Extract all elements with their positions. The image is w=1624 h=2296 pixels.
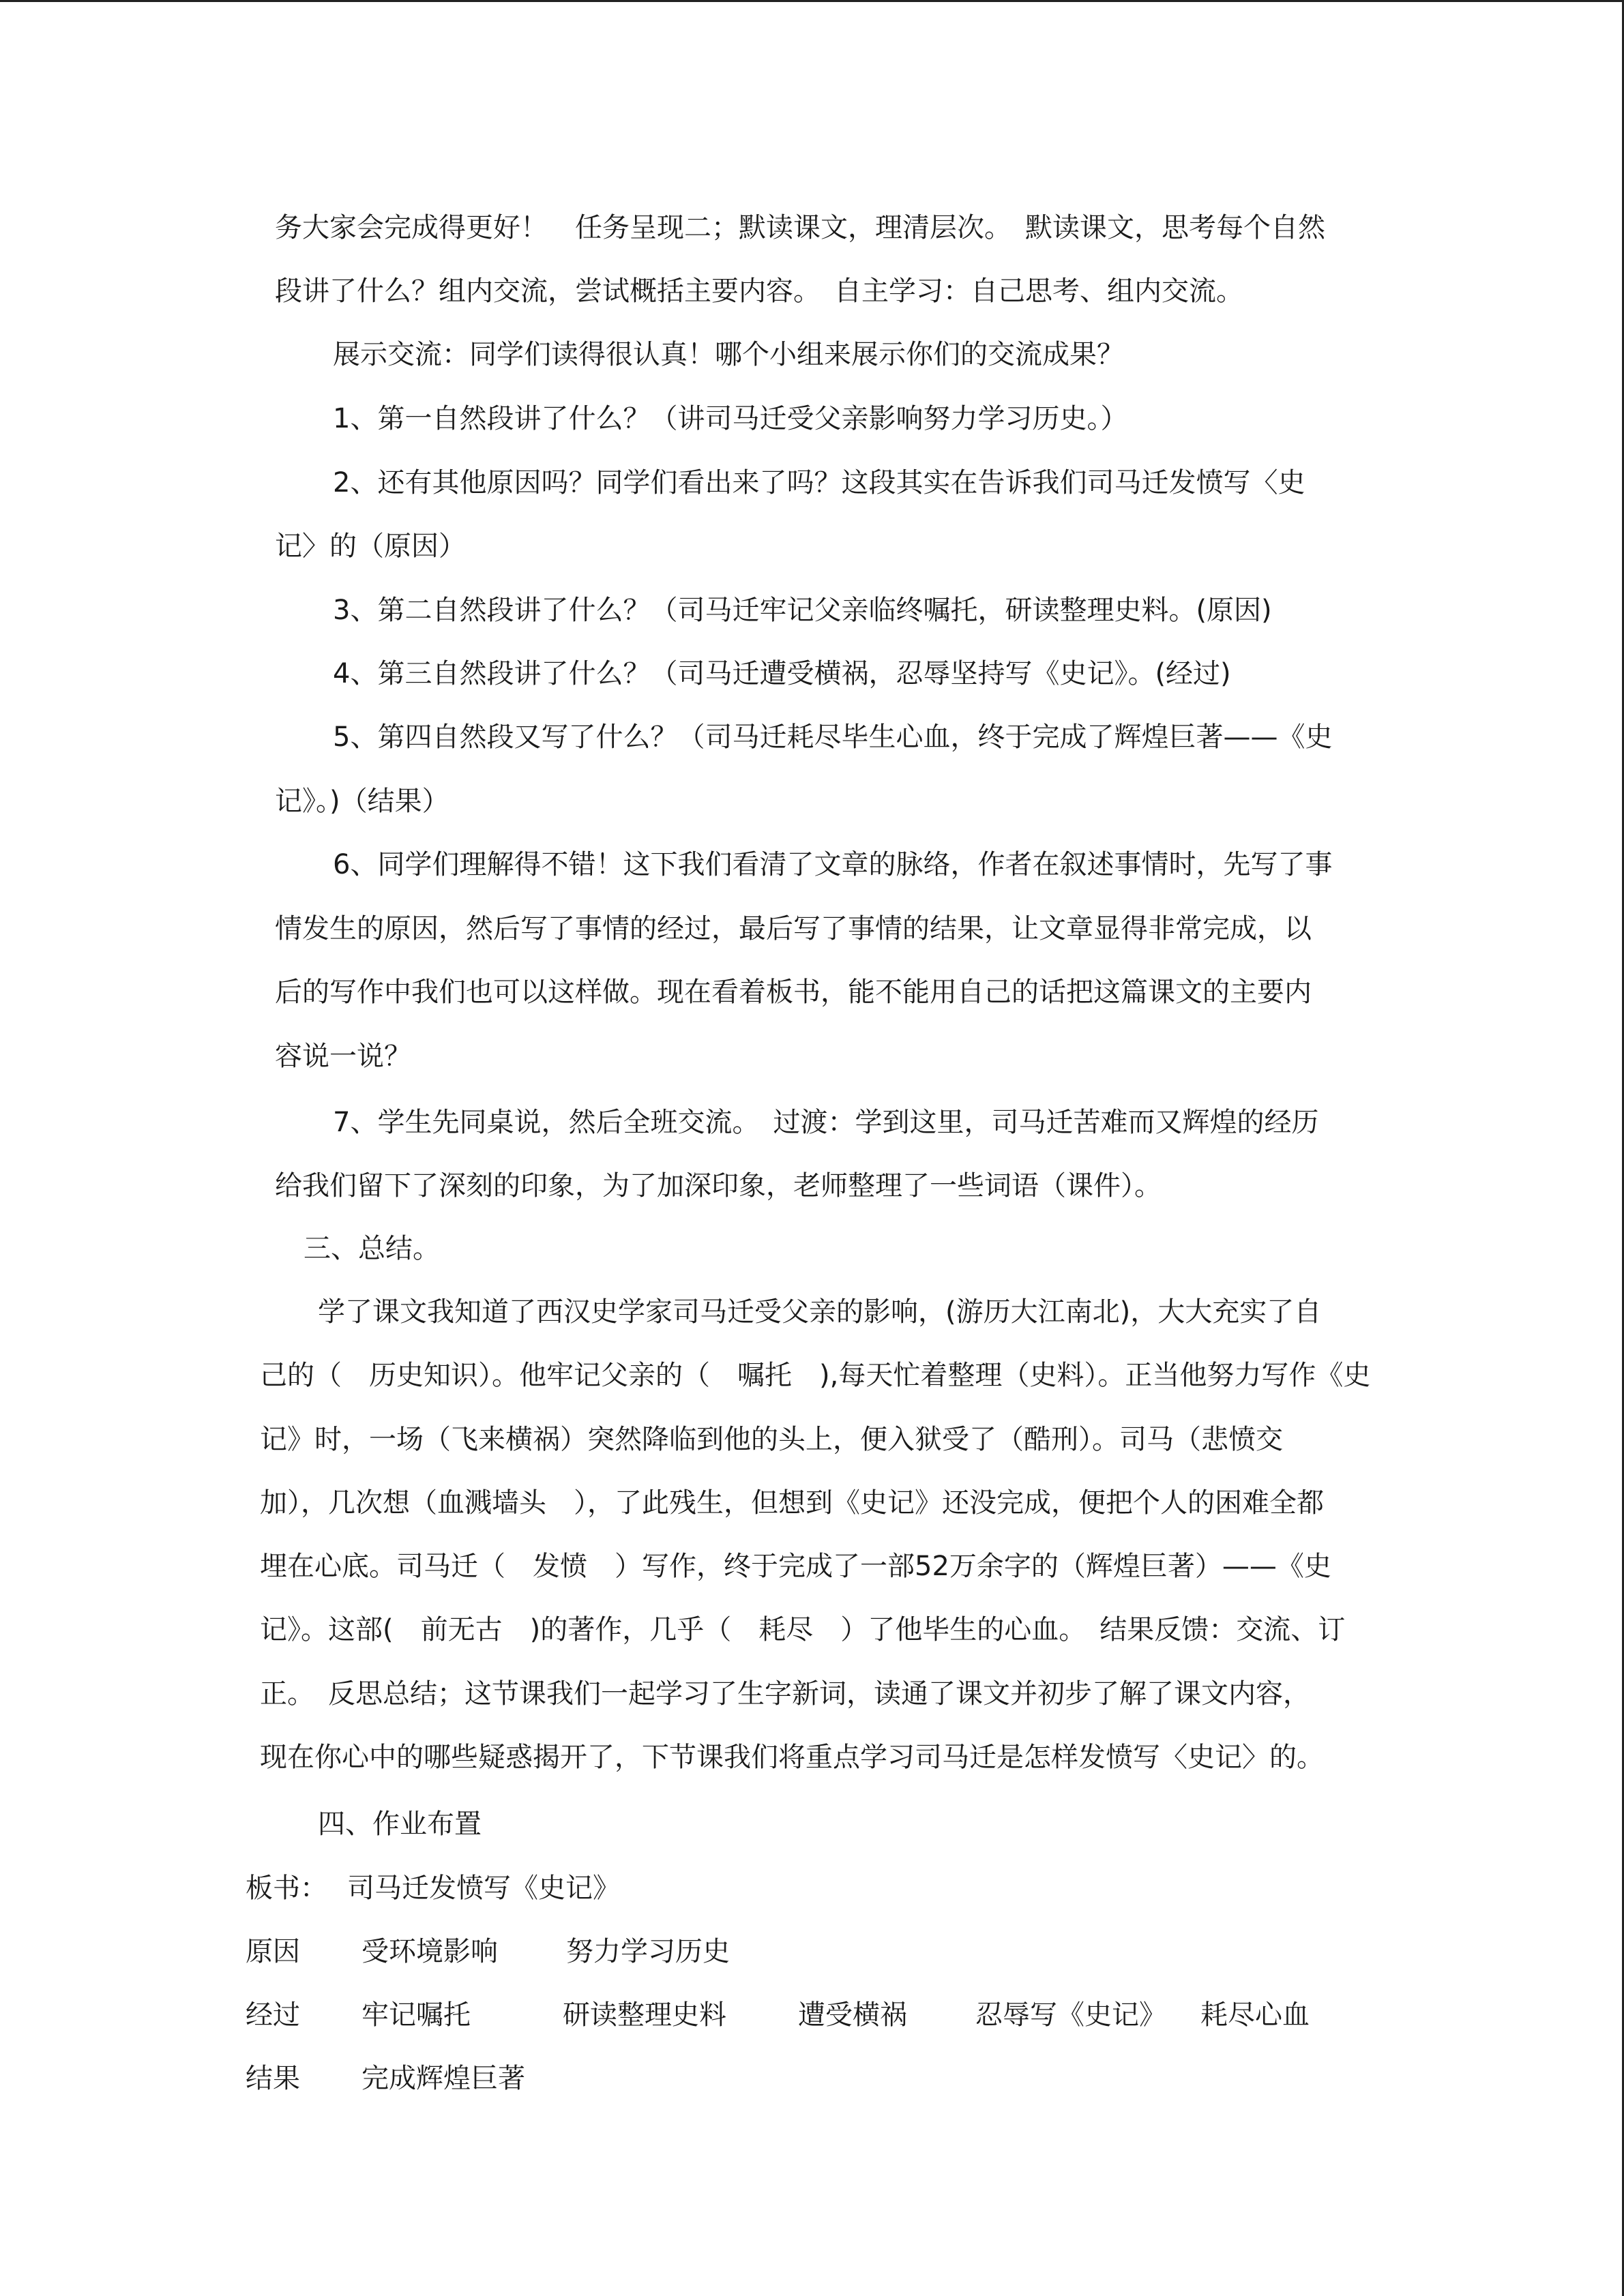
paragraph-line: 后的写作中我们也可以这样做。现在看着板书，能不能用自己的话把这篇课文的主要内 <box>275 976 1312 1008</box>
paragraph-line: 段讲了什么？组内交流，尝试概括主要内容。 自主学习：自己思考、组内交流。 <box>275 275 1243 307</box>
paragraph-line: 埋在心底。司马迁（ 发愤 ）写作，终于完成了一部52万余字的（辉煌巨著）——《史 <box>260 1551 1331 1582</box>
paragraph-line: 记》时，一场（飞来横祸）突然降临到他的头上，便入狱受了（酷刑）。司马（悲愤交 <box>260 1424 1283 1455</box>
paragraph-line: 展示交流：同学们读得很认真！哪个小组来展示你们的交流成果？ <box>333 339 1124 370</box>
section-heading: 四、作业布置 <box>318 1808 482 1840</box>
paragraph-line: 5、第四自然段又写了什么？（司马迁耗尽毕生心血，终于完成了辉煌巨著——《史 <box>333 721 1333 753</box>
board-item: 忍辱写《史记》 <box>975 1999 1166 2031</box>
paragraph-line: 情发生的原因，然后写了事情的经过，最后写了事情的结果，让文章显得非常完成，以 <box>275 913 1312 944</box>
board-title: 司马迁发愤写《史记》 <box>347 1873 620 1904</box>
paragraph-line: 7、学生先同桌说，然后全班交流。 过渡：学到这里，司马迁苦难而又辉煌的经历 <box>333 1107 1319 1138</box>
board-item: 受环境影响 <box>361 1936 498 1967</box>
paragraph-line: 1、第一自然段讲了什么？（讲司马迁受父亲影响努力学习历史。） <box>333 403 1128 434</box>
paragraph-line: 给我们留下了深刻的印象，为了加深印象，老师整理了一些词语（课件）。 <box>275 1170 1162 1202</box>
board-row-label: 原因 <box>246 1936 300 1967</box>
board-item: 耗尽心血 <box>1200 1999 1310 2031</box>
paragraph-line: 2、还有其他原因吗？同学们看出来了吗？这段其实在告诉我们司马迁发愤写〈史 <box>333 467 1305 498</box>
board-row-label: 结果 <box>246 2063 300 2094</box>
board-item: 牢记嘱托 <box>361 1999 471 2031</box>
board-item: 遭受横祸 <box>798 1999 907 2031</box>
paragraph-line: 现在你心中的哪些疑惑揭开了，下节课我们将重点学习司马迁是怎样发愤写〈史记〉的。 <box>260 1742 1324 1773</box>
board-item: 努力学习历史 <box>566 1936 730 1967</box>
paragraph-line: 正。 反思总结；这节课我们一起学习了生字新词，读通了课文并初步了解了课文内容， <box>260 1678 1310 1710</box>
board-item: 研读整理史料 <box>563 1999 726 2031</box>
paragraph-line: 学了课文我知道了西汉史学家司马迁受父亲的影响，(游历大江南北)，大大充实了自 <box>318 1296 1322 1328</box>
paragraph-line: 3、第二自然段讲了什么？（司马迁牢记父亲临终嘱托，研读整理史料。(原因) <box>333 595 1272 626</box>
paragraph-line: 记》。这部( 前无古 )的著作，几乎（ 耗尽 ）了他毕生的心血。 结果反馈：交流、订 <box>260 1614 1346 1645</box>
board-item: 完成辉煌巨著 <box>361 2063 525 2094</box>
board-row-label: 经过 <box>246 1999 300 2031</box>
section-heading: 三、总结。 <box>304 1233 440 1264</box>
paragraph-line: 容说一说？ <box>275 1041 411 1072</box>
paragraph-line: 记〉的（原因） <box>275 531 466 562</box>
paragraph-line: 加），几次想（血溅墙头 ），了此残生，但想到《史记》还没完成，便把个人的困难全都 <box>260 1487 1324 1519</box>
paragraph-line: 4、第三自然段讲了什么？（司马迁遭受横祸，忍辱坚持写《史记》。(经过) <box>333 658 1231 689</box>
paragraph-line: 己的（ 历史知识）。他牢记父亲的（ 嘱托 ),每天忙着整理（史料）。正当他努力写作《史 <box>260 1360 1371 1391</box>
paragraph-line: 记》。)（结果） <box>275 786 449 817</box>
paragraph-line: 6、同学们理解得不错！这下我们看清了文章的脉络，作者在叙述事情时，先写了事 <box>333 849 1333 880</box>
paragraph-line: 务大家会完成得更好！ 任务呈现二；默读课文，理清层次。 默读课文，思考每个自然 <box>275 212 1325 243</box>
board-title-label: 板书： <box>246 1873 327 1904</box>
